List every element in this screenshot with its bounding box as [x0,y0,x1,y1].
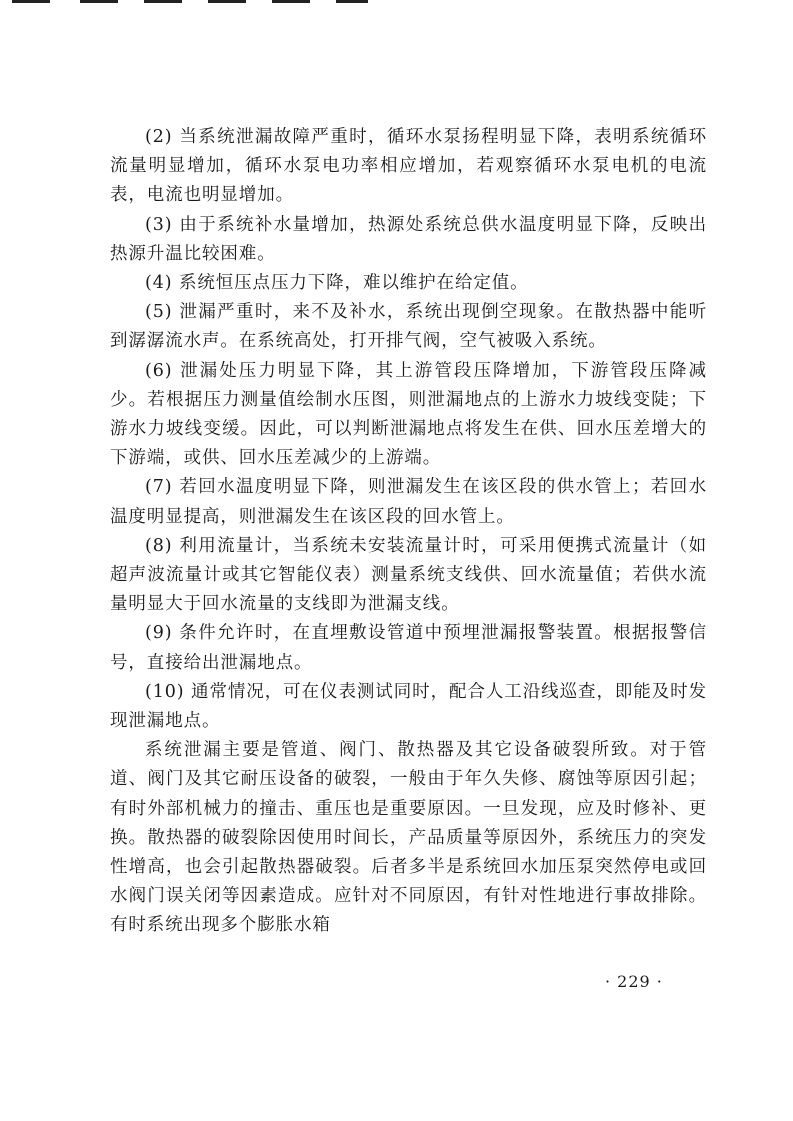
header-rule-4 [208,0,246,3]
header-rule-6 [336,0,368,3]
paragraph-item-8: (8) 利用流量计，当系统未安装流量计时，可采用便携式流量计（如超声波流量计或其它智能仪表）测量系统支线供、回水流量值；若供水流量明显大于回水流量的支线即为泄漏支线。 [110,535,707,615]
page-body [110,123,707,941]
paragraph-system-leakage: 系统泄漏主要是管道、阀门、散热器及其它设备破裂所致。对于管道、阀门及其它耐压设备的破裂，一般由于年久失修、腐蚀等原因引起；有时外部机械力的撞击、重压也是重要原因。一旦发现，应及时修补、更换。散热器的破裂除因使用时间长，产品质量等原因外，系统压力的突发性增高，也会引起散热器破裂。后者多半是系统回水加压泵突然停电或回水阀门误关闭等因素造成。应针对不同原因，有针对性地进行事故排除。有时系统出现多个膨胀水箱 [110,740,707,936]
paragraph-item-2: (2) 当系统泄漏故障严重时，循环水泵扬程明显下降，表明系统循环流量明显增加，循环水泵电功率相应增加，若观察循环水泵电机的电流表，电流也明显增加。 [110,127,707,206]
header-rule-2 [80,0,118,3]
paragraph-item-4: (4) 系统恒压点压力下降，难以维护在给定值。 [145,273,529,294]
paragraph-item-7: (7) 若回水温度明显下降，则泄漏发生在该区段的供水管上；若回水温度明显提高，则泄漏发生在该区段的回水管上。 [110,477,707,527]
header-rule-5 [272,0,310,3]
page-number: · 229 · [605,972,663,991]
header-rule-1 [12,0,50,3]
paragraph-item-3: (3) 由于系统补水量增加，热源处系统总供水温度明显下降，反映出热源升温比较困难。 [110,214,707,264]
paragraph-item-6: (6) 泄漏处压力明显下降，其上游管段压降增加，下游管段压降减少。若根据压力测量值绘制水压图，则泄漏地点的上游水力坡线变陡；下游水力坡线变缓。因此，可以判断泄漏地点将发生在供、回水压差增大的下游端，或供、回水压差减少的上游端。 [110,360,707,469]
header-rule-3 [144,0,182,3]
paragraph-item-5: (5) 泄漏严重时，来不及补水，系统出现倒空现象。在散热器中能听到潺潺流水声。在系统高处，打开排气阀，空气被吸入系统。 [110,302,707,352]
paragraph-item-9: (9) 条件允许时，在直埋敷设管道中预埋泄漏报警装置。根据报警信号，直接给出泄漏地点。 [110,623,707,673]
paragraph-item-10: (10) 通常情况，可在仪表测试同时，配合人工沿线巡查，即能及时发现泄漏地点。 [110,681,707,732]
